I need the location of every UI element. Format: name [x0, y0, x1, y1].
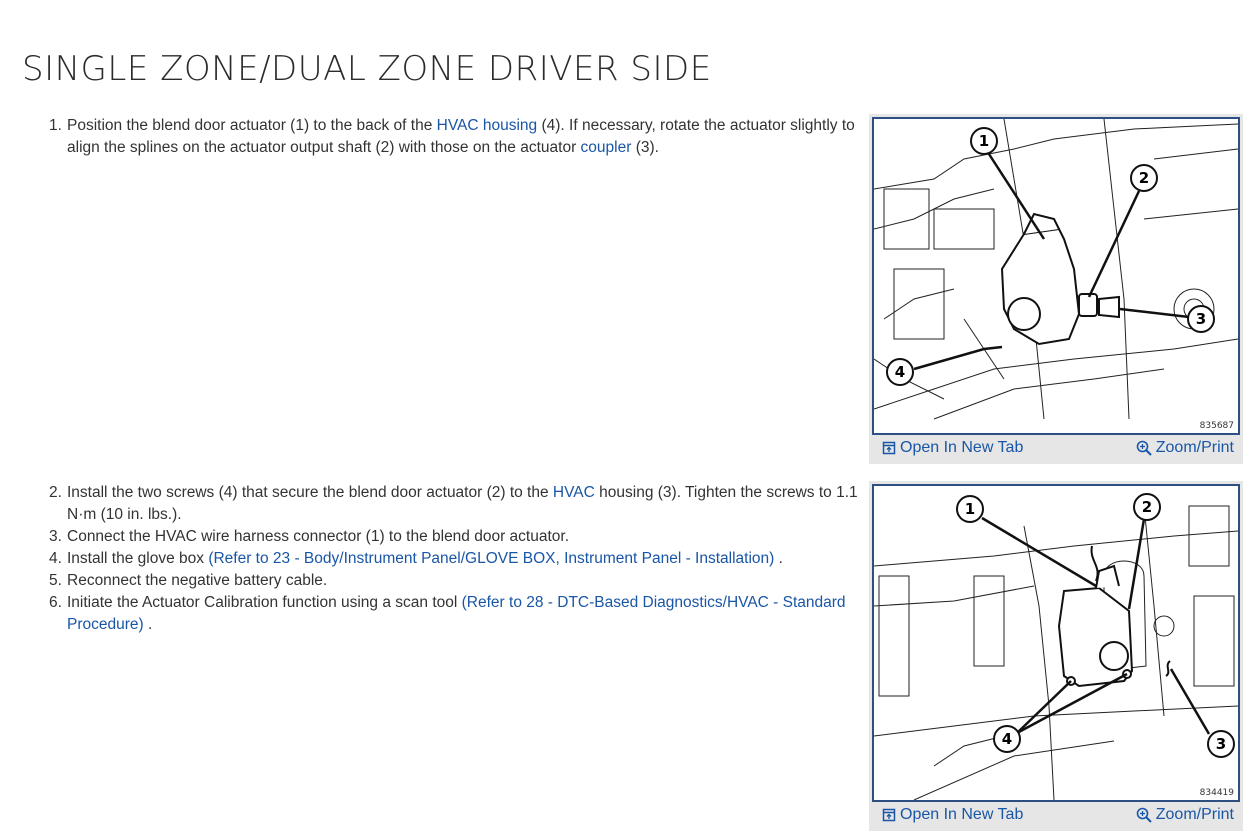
callout-4: [994, 726, 1020, 752]
procedure-step: [28, 570, 868, 592]
magnifier-plus-icon: [1136, 440, 1152, 456]
step-number: 3.: [49, 528, 62, 545]
figure-2: [869, 481, 1243, 831]
open-new-tab-icon: [882, 441, 896, 455]
page-title: SINGLE ZONE/DUAL ZONE DRIVER SIDE: [22, 49, 712, 89]
step-number: 1.: [49, 117, 62, 134]
figure-1-illustration[interactable]: [872, 117, 1240, 435]
open-in-new-tab-label: Open In New Tab: [900, 806, 1024, 823]
figure-1-actions: [872, 435, 1240, 461]
callout-4-label: 4: [894, 363, 906, 381]
callout-3-label: 3: [1195, 310, 1207, 328]
figure-code: 835687: [1199, 421, 1234, 431]
procedure-step: [28, 526, 868, 548]
step-number: 6.: [49, 594, 62, 611]
callout-3: [1208, 731, 1234, 757]
open-in-new-tab-link[interactable]: [882, 439, 1023, 457]
callout-2: [1131, 165, 1157, 191]
reference-link[interactable]: (Refer to 23 - Body/Instrument Panel/GLOVE BOX, Instrument Panel - Installation): [208, 550, 775, 567]
callout-2-label: 2: [1138, 169, 1150, 187]
callout-4-label: 4: [1001, 730, 1013, 748]
open-new-tab-icon: [882, 808, 896, 822]
figure-2-actions: [872, 802, 1240, 828]
procedure-step: [28, 115, 868, 159]
callout-3: [1188, 306, 1214, 332]
step-text: (3).: [631, 139, 659, 156]
step-text: Initiate the Actuator Calibration function using a scan tool: [67, 594, 462, 611]
procedure-steps-part-2: [28, 482, 868, 636]
actuator-install-illustration: [874, 119, 1238, 433]
step-text: Install the glove box: [67, 550, 209, 567]
step-number: 2.: [49, 484, 62, 501]
zoom-print-label: Zoom/Print: [1155, 439, 1234, 456]
callout-2: [1134, 494, 1160, 520]
reference-link[interactable]: (Refer to 28 - DTC-Based Diagnostics/HVAC - Standard Procedure): [67, 594, 846, 633]
callout-2-label: 2: [1141, 498, 1153, 516]
open-in-new-tab-link[interactable]: [882, 806, 1023, 824]
zoom-print-label: Zoom/Print: [1155, 806, 1234, 823]
procedure-steps-part-1: [28, 115, 868, 159]
step-text: .: [143, 616, 153, 633]
callout-1-label: 1: [978, 132, 990, 150]
callout-1: [957, 496, 983, 522]
reference-link[interactable]: coupler: [580, 139, 632, 156]
reference-link[interactable]: HVAC housing: [436, 117, 538, 134]
step-text: housing (3). Tighten the screws to 1.1 N·m (10 in. lbs.).: [67, 484, 858, 523]
open-in-new-tab-label: Open In New Tab: [900, 439, 1024, 456]
step-text: Position the blend door actuator (1) to the back of the: [67, 117, 437, 134]
step-text: Connect the HVAC wire harness connector (1) to the blend door actuator.: [67, 528, 570, 545]
step-text: (4). If necessary, rotate the actuator slightly to align the splines on the actuator output shaft (2) with those on the actuator: [67, 117, 855, 156]
zoom-print-link[interactable]: [1136, 439, 1234, 457]
step-text: Reconnect the negative battery cable.: [67, 572, 328, 589]
callout-3-label: 3: [1215, 735, 1227, 753]
procedure-step: [28, 482, 868, 526]
callout-1-label: 1: [964, 500, 976, 518]
screw-install-illustration: [874, 486, 1238, 800]
step-number: 5.: [49, 572, 62, 589]
step-text: .: [774, 550, 783, 567]
callout-1: [971, 128, 997, 154]
step-text: Install the two screws (4) that secure the blend door actuator (2) to the: [67, 484, 553, 501]
figure-1: [869, 114, 1243, 464]
reference-link[interactable]: HVAC: [552, 484, 595, 501]
procedure-step: [28, 592, 868, 636]
step-number: 4.: [49, 550, 62, 567]
zoom-print-link[interactable]: [1136, 806, 1234, 824]
figure-2-illustration[interactable]: [872, 484, 1240, 802]
magnifier-plus-icon: [1136, 807, 1152, 823]
procedure-step: [28, 548, 868, 570]
callout-4: [887, 359, 913, 385]
figure-code: 834419: [1199, 788, 1234, 798]
